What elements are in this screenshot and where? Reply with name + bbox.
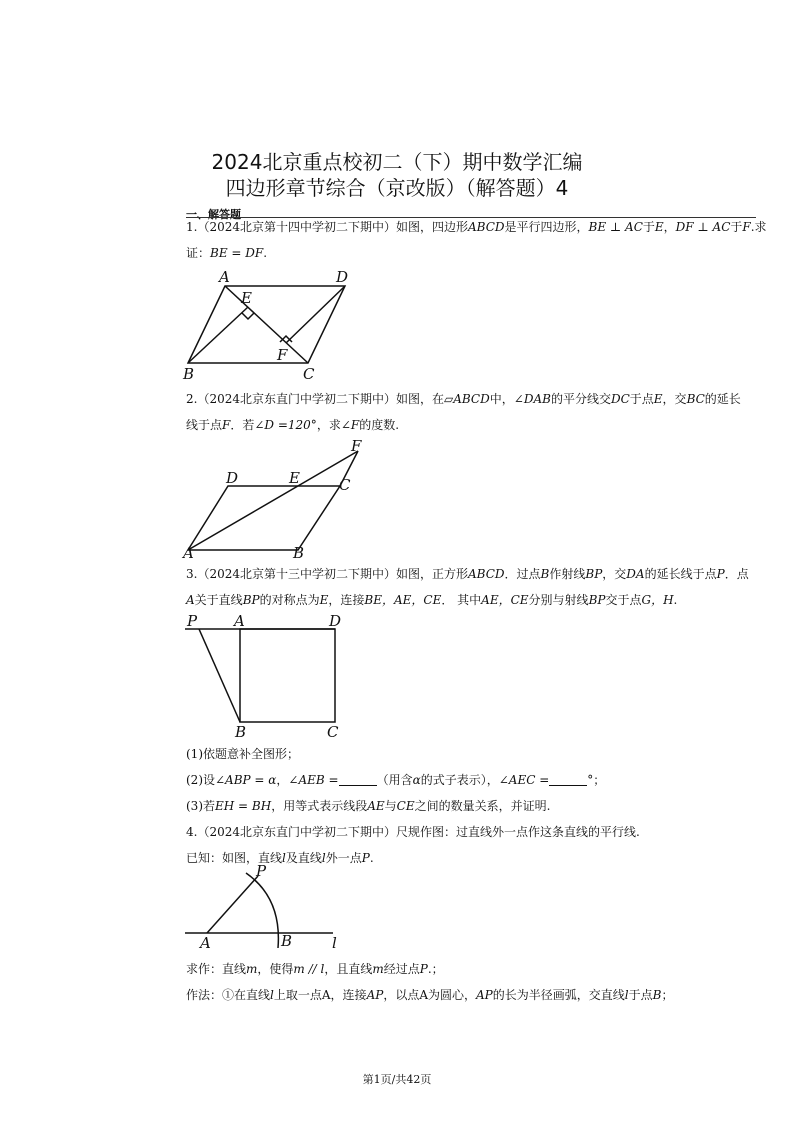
q1-label-a: A xyxy=(219,268,230,286)
q4-label-b: B xyxy=(281,932,293,950)
q3-sub1: (1)依题意补全图形； xyxy=(186,747,299,761)
q2-figure-parallelogram xyxy=(180,438,380,562)
q3-line1: 3.（2024北京第十三中学初二下期中）如图，正方形ABCD．过点B作射线BP，交DA的延长线于点P．点 xyxy=(186,567,749,581)
q4-figure-construction xyxy=(180,862,350,952)
answer-blank-2[interactable] xyxy=(549,773,587,786)
q4-label-a: A xyxy=(200,934,211,952)
q3-sub2: (2)设∠ABP = α，∠AEB = （用含α的式子表示），∠AEC = °； xyxy=(186,773,606,787)
doc-title-line2: 四边形章节综合（京改版）（解答题）4 xyxy=(225,176,569,200)
q4-line2: 已知：如图，直线l及直线l外一点P. xyxy=(186,851,374,865)
q2-label-f: F xyxy=(351,437,362,455)
q2-label-d: D xyxy=(226,469,239,487)
doc-title-line1: 2024北京重点校初二（下）期中数学汇编 xyxy=(211,150,583,174)
q4-line1: 4.（2024北京东直门中学初二下期中）尺规作图：过直线外一点作这条直线的平行线. xyxy=(186,825,640,839)
q1-line2: 证：BE = DF. xyxy=(186,246,268,260)
q3-label-c: C xyxy=(327,723,339,741)
q3-label-a: A xyxy=(234,612,245,630)
q3-sub3: (3)若EH = BH，用等式表示线段AE与CE之间的数量关系，并证明. xyxy=(186,799,551,813)
q1-label-e: E xyxy=(241,289,252,307)
q2-label-b: B xyxy=(293,544,305,562)
q2-label-c: C xyxy=(339,476,351,494)
q4-label-l: l xyxy=(332,934,337,952)
q1-label-d: D xyxy=(336,268,349,286)
q2-line1: 2.（2024北京东直门中学初二下期中）如图，在▱ABCD中，∠DAB的平分线交DC于点E，交BC的延长 xyxy=(186,392,741,406)
q1-figure-parallelogram xyxy=(180,266,360,382)
q1-label-c: C xyxy=(303,365,315,383)
q2-label-e: E xyxy=(289,469,300,487)
q3-label-d: D xyxy=(329,612,342,630)
q3-label-p: P xyxy=(187,612,198,630)
q4-line4: 作法：①在直线l上取一点A，连接AP，以点A为圆心，AP的长为半径画弧，交直线l于点B； xyxy=(186,988,674,1002)
q2-label-a: A xyxy=(183,544,194,562)
section-heading: 一、解答题 xyxy=(186,208,241,221)
page-footer: 第1页/共42页 xyxy=(362,1073,432,1086)
q1-line1: 1.（2024北京第十四中学初二下期中）如图，四边形ABCD是平行四边形，BE ⊥ AC于E，DF ⊥ AC于F.求 xyxy=(186,220,767,234)
q3-label-b: B xyxy=(235,723,247,741)
q4-line3: 求作：直线m，使得m // l，且直线m经过点P.； xyxy=(186,962,444,976)
q3-figure-square xyxy=(180,610,350,740)
q2-line2: 线于点F．若∠D =120°，求∠F的度数. xyxy=(186,418,400,432)
q3-line2: A关于直线BP的对称点为E，连接BE，AE，CE． 其中AE，CE分别与射线BP交于点G，H. xyxy=(186,593,678,607)
q1-label-f: F xyxy=(277,346,288,364)
q4-label-p: P xyxy=(256,862,267,880)
answer-blank-1[interactable] xyxy=(339,773,377,786)
q1-label-b: B xyxy=(183,365,195,383)
